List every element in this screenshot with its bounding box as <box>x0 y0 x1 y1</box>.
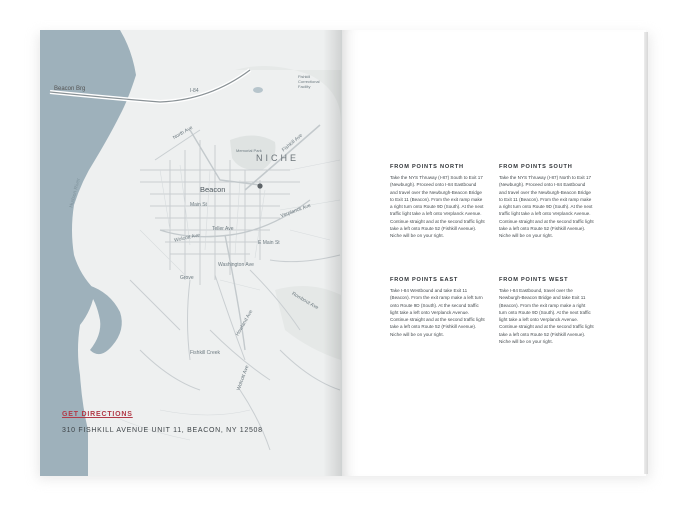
label-fishkill-facility: Fishkill Correctional Facility <box>298 74 320 89</box>
label-hudson-river: Hudson River <box>68 177 82 209</box>
brochure-spread <box>40 30 646 476</box>
place-beacon: Beacon <box>200 185 226 194</box>
label-wolcott-ave-s: Wolcott Ave <box>235 364 251 392</box>
directions-heading: FROM POINTS NORTH <box>390 164 464 170</box>
directions-heading: FROM POINTS WEST <box>499 277 569 283</box>
label-wolcott-ave: Wolcott Ave <box>173 232 201 244</box>
label-teller-ave: Teller Ave <box>212 226 234 232</box>
directions-heading: FROM POINTS SOUTH <box>499 164 573 170</box>
directions-east <box>390 277 485 338</box>
label-howland-ave: Howland Ave <box>234 308 255 338</box>
directions-page <box>342 30 646 476</box>
directions-body: Take I-84 Eastbound, travel over the Newburgh-Beacon Bridge and take Exit 11 (Beacon). From the exit ramp make a right turn onto Route 9D (South). At the next traffic light take a left onto Verplanck Avenue. Continue straight and at the second traffic light take a left onto Route 52 (Fishkill Avenue). Niche will be on your right. <box>499 288 594 345</box>
directions-west <box>499 277 594 345</box>
label-fishkill-creek: Fishkill Creek <box>190 350 221 356</box>
page-edges <box>644 32 648 474</box>
address-text: 310 FISHKILL AVENUE UNIT 11, BEACON, NY 12508 <box>62 427 263 434</box>
label-grove: Grove <box>180 275 194 281</box>
gutter-shade <box>323 30 341 476</box>
label-beacon-bridge: Beacon Brg <box>54 86 86 92</box>
label-north-ave: North Ave <box>171 124 194 142</box>
label-e-main-st: E Main St <box>258 240 280 246</box>
label-main-st: Main St <box>190 202 207 208</box>
niche-marker <box>257 183 262 188</box>
map-page <box>40 30 342 476</box>
map-graphic <box>40 30 341 476</box>
label-washington-ave: Washington Ave <box>218 262 254 268</box>
directions-north <box>390 164 485 240</box>
get-directions-link[interactable]: GET DIRECTIONS <box>62 411 133 418</box>
label-verplanck-ave: Verplanck Ave <box>279 202 312 220</box>
directions-body: Take the NYS Thruway (I-87) South to Exit 17 (Newburgh). Proceed onto I-84 Eastbound and travel over the Newburgh-Beacon Bridge to Exit 11 (Beacon). From the exit ramp make a right turn onto Route 9D (South). At the next traffic light take a left onto Verplanck Avenue. Continue straight and at the second traffic light take a left onto Route 52 (Fishkill Avenue). Niche will be on your right. <box>390 175 485 239</box>
directions-body: Take I-84 Westbound and take Exit 11 (Beacon). From the exit ramp make a left turn onto Route 9D (South). At the second traffic light take a left onto Verplanck Avenue. Continue straight and at the second traffic light take a left onto Route 52 (Fishkill Avenue). Niche will be on your right. <box>390 288 485 337</box>
directions-south <box>499 164 594 240</box>
label-rombout-ave: Rombout Ave <box>290 290 320 312</box>
label-memorial-park: Memorial Park <box>236 148 262 153</box>
directions-heading: FROM POINTS EAST <box>390 277 459 283</box>
label-fishkill-ave: Fishkill Ave <box>280 132 304 154</box>
directions-body: Take the NYS Thruway (I-87) North to Exit 17 (Newburgh). Proceed onto I-84 Eastbound and travel over the Newburgh-Beacon Bridge to Exit 11 (Beacon). From the exit ramp make a right turn onto Route 9D (South). At the next traffic light take a left onto Verplanck Avenue. Continue straight and at the second traffic light take a left onto Route 52 (Fishkill Avenue). Niche will be on your right. <box>499 175 594 239</box>
label-i84: I-84 <box>190 88 199 94</box>
place-niche: NICHE <box>256 153 300 163</box>
